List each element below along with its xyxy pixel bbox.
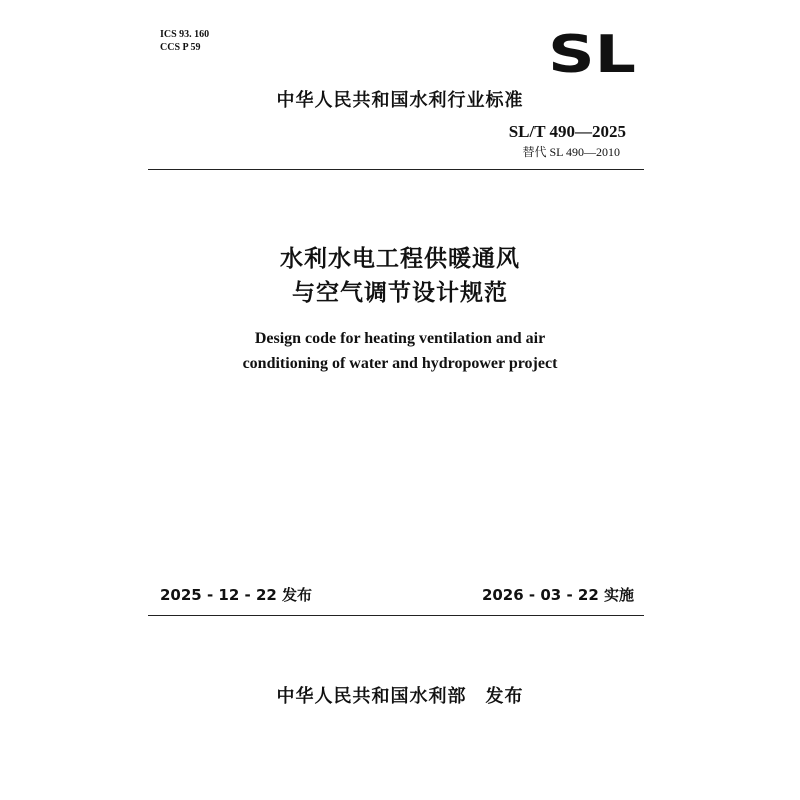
industry-standard-heading: 中华人民共和国水利行业标准 — [276, 90, 524, 111]
bottom-divider — [148, 615, 644, 616]
chinese-title-line-2: 与空气调节设计规范 — [292, 280, 508, 306]
issue-date: 2025 - 12 - 22 发布 — [160, 586, 313, 604]
english-title — [140, 326, 660, 376]
classification-codes — [160, 28, 209, 54]
ccs-code: CCS P 59 — [160, 42, 201, 53]
top-divider — [148, 169, 644, 170]
english-title-line-2: conditioning of water and hydropower project — [242, 355, 558, 372]
english-title-line-1: Design code for heating ventilation and air — [254, 330, 546, 347]
sl-logo — [546, 30, 638, 76]
chinese-title-line-1: 水利水电工程供暖通风 — [280, 246, 520, 272]
replaces-standard: 替代 SL 490—2010 — [522, 145, 620, 159]
ics-code: ICS 93. 160 — [160, 29, 210, 40]
chinese-title — [160, 242, 640, 310]
publisher: 中华人民共和国水利部 发布 — [276, 686, 524, 707]
standard-number: SL/T 490—2025 — [508, 122, 626, 141]
implementation-date: 2026 - 03 - 22 实施 — [481, 586, 634, 604]
sl-logo-text: SL — [548, 30, 636, 76]
